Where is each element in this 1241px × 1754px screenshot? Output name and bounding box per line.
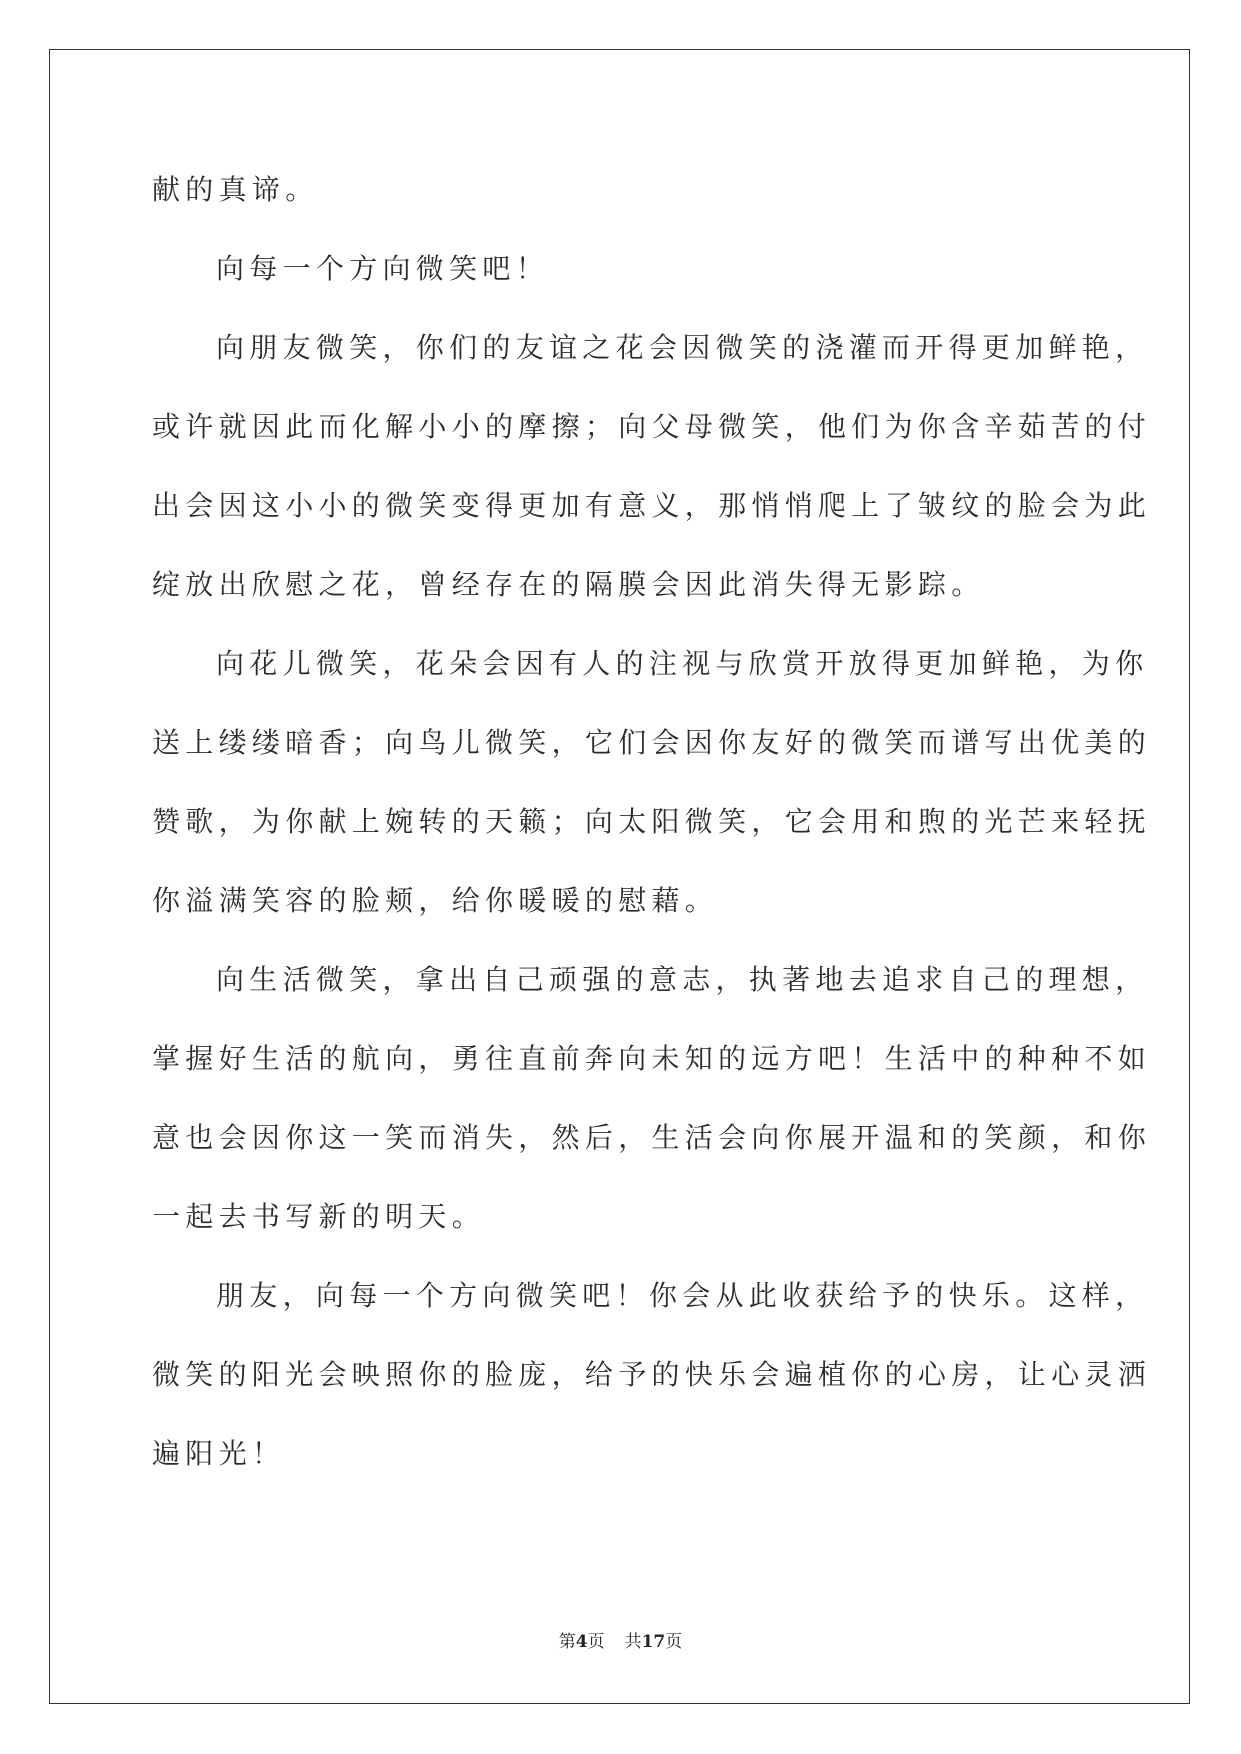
text-line: 微笑的阳光会映照你的脸庞，给予的快乐会遍植你的心房，让心灵洒 (152, 1358, 1152, 1391)
text-line: 出会因这小小的微笑变得更加有意义，那悄悄爬上了皱纹的脸会为此 (152, 489, 1152, 522)
text-line: 一起去书写新的明天。 (152, 1200, 486, 1233)
page-number-current: 4 (575, 1632, 588, 1652)
text-line: 意也会因你这一笑而消失，然后，生活会向你展开温和的笑颜，和你 (152, 1121, 1152, 1154)
page-number-prefix: 第 (558, 1632, 576, 1652)
text-line: 赞歌，为你献上婉转的天籁；向太阳微笑，它会用和煦的光芒来轻抚 (152, 805, 1152, 838)
text-line: 向生活微笑，拿出自己顽强的意志，执著地去追求自己的理想， (216, 963, 1149, 996)
document-body (152, 150, 1152, 1493)
page-number-suffix: 页 (587, 1632, 605, 1652)
text-line: 朋友，向每一个方向微笑吧！你会从此收获给予的快乐。这样， (216, 1279, 1149, 1312)
text-line: 掌握好生活的航向，勇往直前奔向未知的远方吧！生活中的种种不如 (152, 1042, 1152, 1075)
text-line: 或许就因此而化解小小的摩擦；向父母微笑，他们为你含辛茹苦的付 (152, 410, 1152, 443)
page-footer (0, 1627, 1241, 1652)
page-total-suffix: 页 (665, 1632, 683, 1652)
text-line: 向朋友微笑，你们的友谊之花会因微笑的浇灌而开得更加鲜艳， (216, 331, 1149, 364)
text-line: 向每一个方向微笑吧！ (216, 252, 550, 285)
text-line: 献的真谛。 (152, 173, 319, 206)
page-total-prefix: 共 (624, 1632, 642, 1652)
text-line: 送上缕缕暗香；向鸟儿微笑，它们会因你友好的微笑而谱写出优美的 (152, 726, 1152, 759)
page-number-total: 17 (641, 1632, 666, 1652)
text-line: 绽放出欣慰之花，曾经存在的隔膜会因此消失得无影踪。 (152, 568, 985, 601)
text-line: 遍阳光！ (152, 1437, 286, 1470)
text-line: 你溢满笑容的脸颊，给你暖暖的慰藉。 (152, 884, 719, 917)
text-line: 向花儿微笑，花朵会因有人的注视与欣赏开放得更加鲜艳，为你 (216, 647, 1149, 680)
